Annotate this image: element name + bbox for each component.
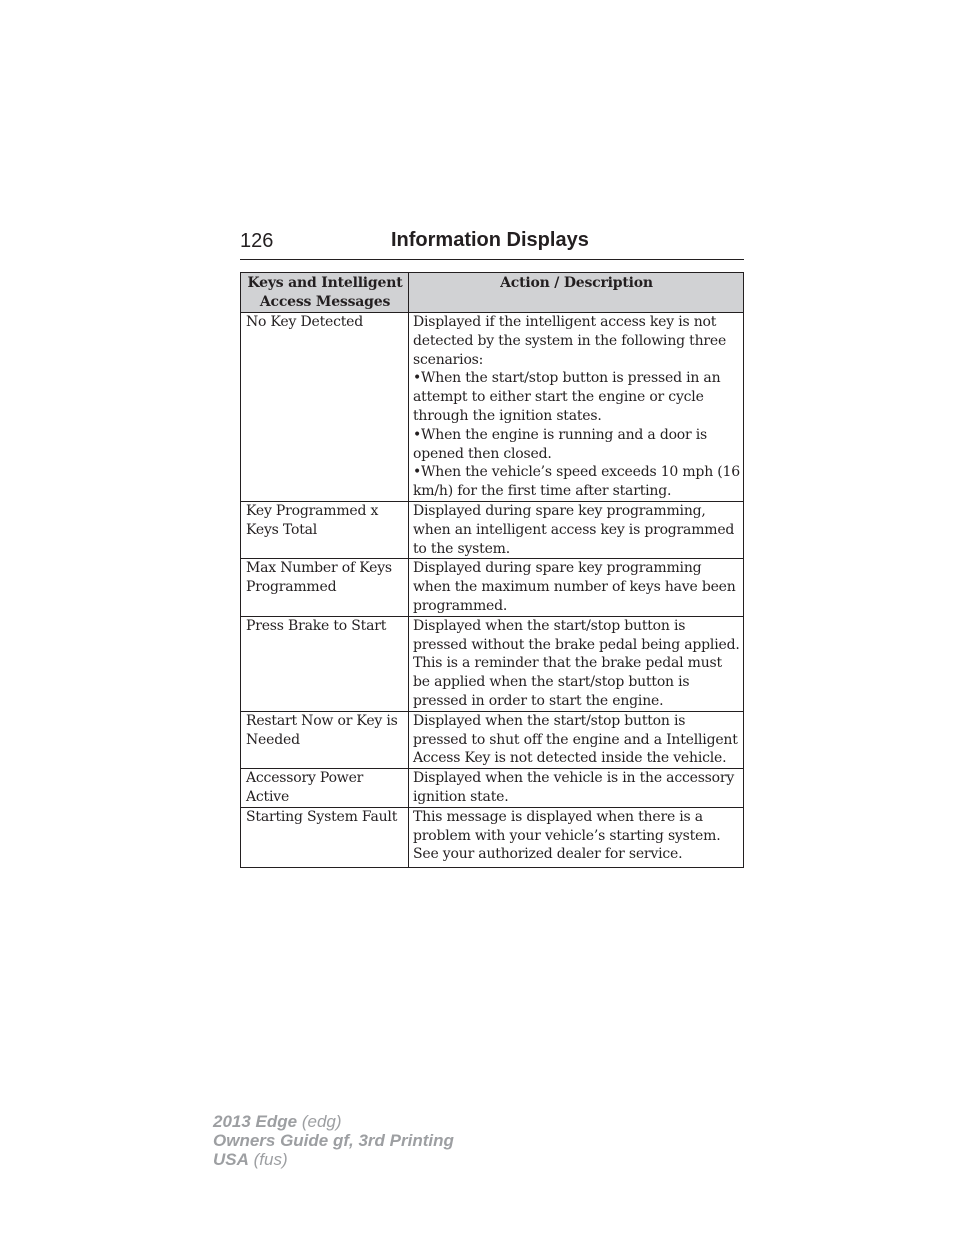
footer-model-code: (edg) [301,1112,342,1131]
table-row [241,559,744,616]
description-cell [409,313,744,502]
table-row [241,807,744,867]
message-cell: Restart Now or Key is Needed [241,711,409,768]
description-cell [409,807,744,867]
description-text: Displayed when the vehicle is in the accessory ignition state. [413,770,735,805]
message-cell: Press Brake to Start [241,616,409,711]
description-text: Displayed when the start/stop button is pressed to shut off the engine and a Intelligent Access Key is not detected inside the vehicle. [413,712,738,767]
footer-market-line [213,1150,454,1169]
page-header [240,228,744,260]
message-cell: No Key Detected [241,313,409,502]
message-cell: Starting System Fault [241,807,409,867]
footer-model-line [213,1112,454,1131]
description-cell [409,711,744,768]
description-bullet: •When the start/stop button is pressed in an attempt to either start the engine or cycle through the ignition states. [413,370,721,424]
footer-guide-line [213,1131,454,1150]
section-title: Information Displays [391,229,589,251]
description-bullet: •When the vehicle’s speed exceeds 10 mph (16 km/h) for the first time after starting. [413,464,740,500]
description-text: Displayed during spare key programming when the maximum number of keys have been programmed. [413,560,736,614]
footer-market: USA [213,1150,249,1169]
column-header-description: Action / Description [409,273,744,313]
description-text: This message is displayed when there is a problem with your vehicle’s starting system. See your authorized dealer for service. [413,808,721,863]
message-cell: Accessory Power Active [241,769,409,808]
footer-market-code: (fus) [253,1150,288,1169]
table-row [241,616,744,711]
table-row [241,313,744,502]
description-text: Displayed when the start/stop button is pressed without the brake pedal being applied. This is a reminder that the brake pedal must be applied when the start/stop button is pressed in order to start the engine. [413,617,740,709]
description-bullet: •When the engine is running and a door is opened then closed. [413,426,708,462]
page-number: 126 [240,230,274,252]
table-row [241,501,744,558]
table-row [241,711,744,768]
description-text: Displayed if the intelligent access key is not detected by the system in the following three scenarios: [413,314,727,368]
description-cell [409,559,744,616]
footer-model: 2013 Edge [213,1112,298,1131]
description-cell [409,501,744,558]
description-text: Displayed during spare key programming, when an intelligent access key is programmed to the system. [413,502,735,557]
footer-guide: Owners Guide gf, 3rd Printing [213,1131,454,1150]
table-row [241,769,744,808]
message-cell: Key Programmed x Keys Total [241,501,409,558]
messages-table [240,272,744,868]
description-cell [409,769,744,808]
table-header-row [241,273,744,313]
message-cell: Max Number of Keys Programmed [241,559,409,616]
description-cell [409,616,744,711]
document-footer [213,1112,454,1169]
column-header-messages: Keys and Intelligent Access Messages [241,273,409,313]
